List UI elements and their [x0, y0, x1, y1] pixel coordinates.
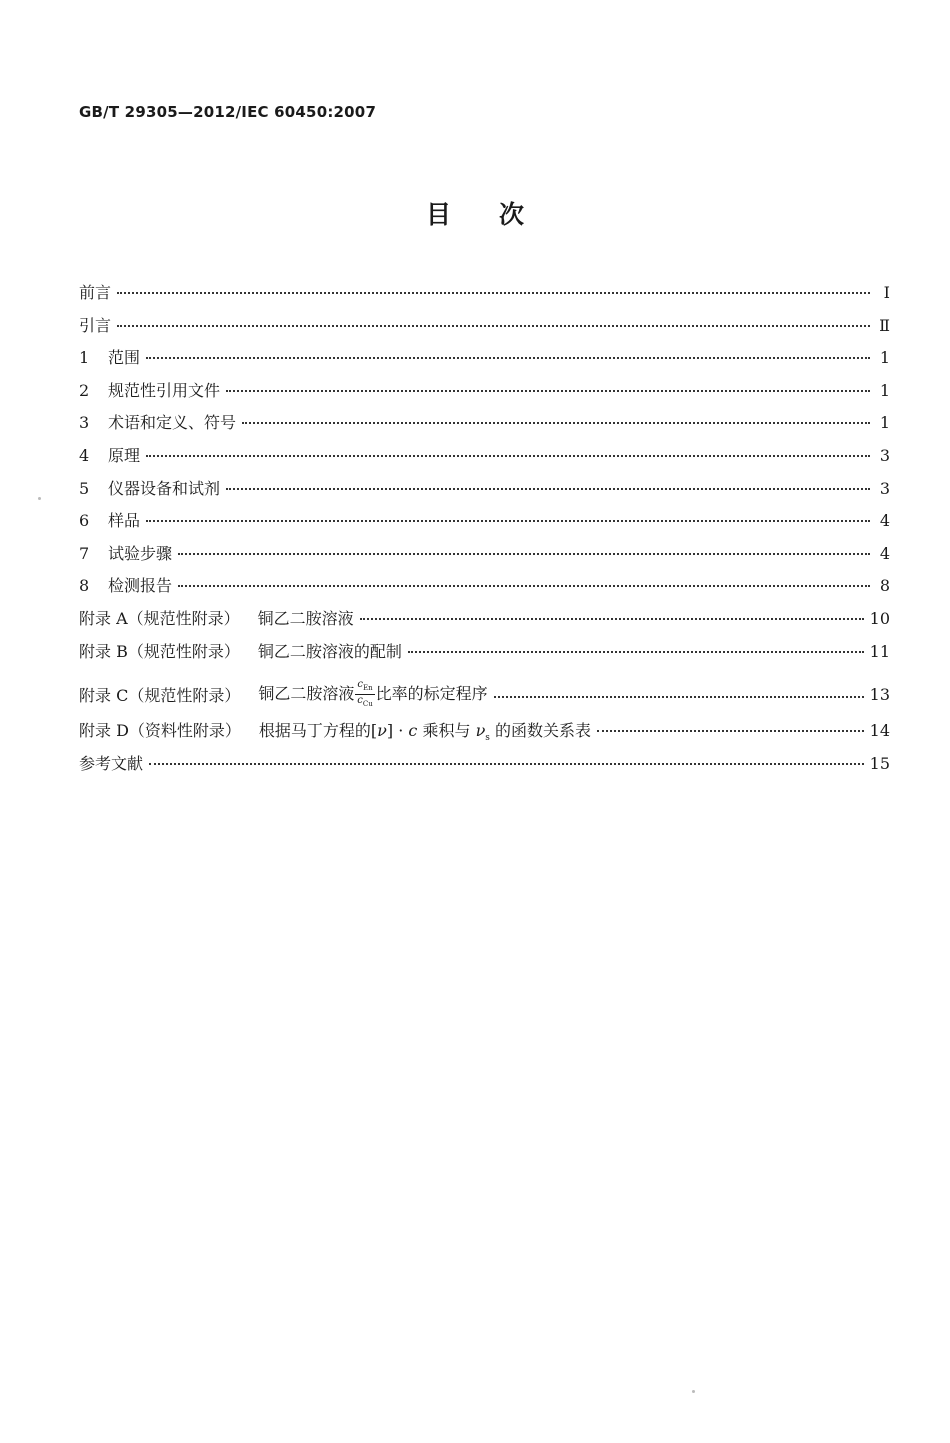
toc-entry-clause-6[interactable] [79, 508, 890, 541]
label-text: 乘积与 [417, 721, 476, 741]
toc-entry-page: 8 [879, 576, 890, 596]
nu-s-symbol: ν [475, 721, 486, 741]
leader-dots [146, 520, 870, 522]
toc-entry-label: 规范性引用文件 [108, 380, 221, 400]
toc-entry-clause-1[interactable] [79, 345, 890, 378]
leader-dots [178, 553, 870, 555]
leader-dots [242, 422, 870, 424]
leader-dots [408, 651, 864, 653]
page-title: 目次 [425, 200, 572, 229]
leader-dots [226, 488, 870, 490]
annex-tag: 附录 A（规范性附录） [79, 608, 240, 628]
leader-dots [360, 618, 864, 620]
toc-entry-annex-a[interactable] [79, 606, 890, 639]
leader-dots [597, 730, 864, 732]
toc-entry-label: 试验步骤 [108, 543, 173, 563]
denominator-symbol: c [357, 695, 363, 707]
toc-entry-label: 铜乙二胺溶液 [257, 608, 354, 628]
leader-dots [149, 763, 864, 765]
toc-entry-number: 5 [79, 478, 90, 498]
label-text: 比率的标定程序 [375, 684, 488, 704]
toc-entry-number: 4 [79, 445, 90, 465]
numerator-subscript: En [362, 684, 373, 693]
toc-entry-label [259, 718, 591, 743]
leader-dots [178, 585, 870, 587]
toc-entry-page: 15 [869, 753, 890, 773]
nu-s-subscript: s [485, 733, 490, 744]
denominator-subscript: Cu [362, 700, 373, 709]
toc-entry-clause-2[interactable] [79, 378, 890, 411]
toc-entry-label [258, 679, 487, 710]
toc-entry-label: 术语和定义、符号 [108, 413, 237, 433]
table-of-contents [79, 280, 890, 783]
toc-entry-number: 6 [79, 511, 90, 531]
toc-entry-label: 原理 [108, 445, 141, 465]
toc-entry-clause-8[interactable] [79, 573, 890, 606]
toc-entry-page: 3 [879, 445, 890, 465]
annex-tag: 附录 C（规范性附录） [79, 686, 241, 706]
label-text: 根据马丁方程的[ [258, 721, 378, 741]
toc-entry-page: 1 [879, 348, 890, 368]
leader-dots [117, 292, 870, 294]
toc-entry-page: 13 [869, 685, 890, 705]
toc-entry-page: 11 [869, 641, 890, 661]
leader-dots [494, 696, 864, 698]
toc-entry-clause-7[interactable] [79, 541, 890, 574]
toc-entry-page: 10 [869, 608, 890, 628]
toc-entry-introduction[interactable] [79, 313, 890, 346]
toc-entry-page: 3 [879, 478, 890, 498]
toc-entry-number: 7 [79, 543, 90, 563]
toc-entry-number: 8 [79, 576, 90, 596]
toc-entry-number: 3 [79, 413, 90, 433]
nu-symbol: ν [377, 721, 387, 741]
toc-entry-clause-5[interactable] [79, 476, 890, 509]
label-text: 铜乙二胺溶液 [258, 684, 355, 704]
toc-entry-clause-3[interactable] [79, 410, 890, 443]
fraction-numerator [355, 679, 374, 695]
toc-entry-page: 1 [879, 380, 890, 400]
c-symbol: c [408, 721, 418, 741]
fraction-denominator [357, 695, 372, 710]
annex-tag: 附录 B（规范性附录） [79, 641, 240, 661]
scan-speck [692, 1390, 695, 1393]
toc-entry-clause-4[interactable] [79, 443, 890, 476]
leader-dots [146, 357, 870, 359]
toc-entry-label: 样品 [108, 511, 141, 531]
toc-entry-number: 1 [79, 348, 90, 368]
label-text: ] · [386, 721, 409, 741]
scan-speck [38, 497, 41, 500]
toc-entry-foreword[interactable] [79, 280, 890, 313]
toc-entry-label: 引言 [79, 315, 112, 335]
toc-entry-page: Ⅱ [879, 315, 890, 335]
toc-entry-label: 参考文献 [79, 753, 144, 773]
toc-entry-label: 前言 [79, 283, 112, 302]
toc-entry-page: 4 [879, 511, 890, 531]
toc-entry-references[interactable] [79, 751, 890, 784]
toc-entry-annex-d[interactable] [79, 718, 890, 751]
ratio-fraction [355, 679, 374, 710]
toc-entry-label: 铜乙二胺溶液的配制 [257, 641, 402, 661]
annex-tag: 附录 D（资料性附录） [79, 721, 241, 741]
toc-entry-number: 2 [79, 380, 90, 400]
leader-dots [117, 325, 870, 327]
toc-entry-page: 14 [869, 721, 890, 741]
toc-entry-page: Ⅰ [883, 283, 890, 302]
leader-dots [226, 390, 870, 392]
toc-entry-annex-b[interactable] [79, 639, 890, 672]
numerator-symbol: c [357, 679, 363, 691]
toc-entry-page: 4 [879, 543, 890, 563]
leader-dots [146, 455, 870, 457]
toc-entry-label: 检测报告 [108, 576, 173, 596]
toc-entry-label: 仪器设备和试剂 [108, 478, 221, 498]
standard-code: GB/T 29305—2012/IEC 60450:2007 [79, 103, 377, 121]
label-text: 的函数关系表 [489, 721, 592, 741]
toc-entry-page: 1 [879, 413, 890, 433]
toc-entry-label: 范围 [108, 348, 141, 368]
toc-entry-annex-c[interactable] [79, 671, 890, 718]
